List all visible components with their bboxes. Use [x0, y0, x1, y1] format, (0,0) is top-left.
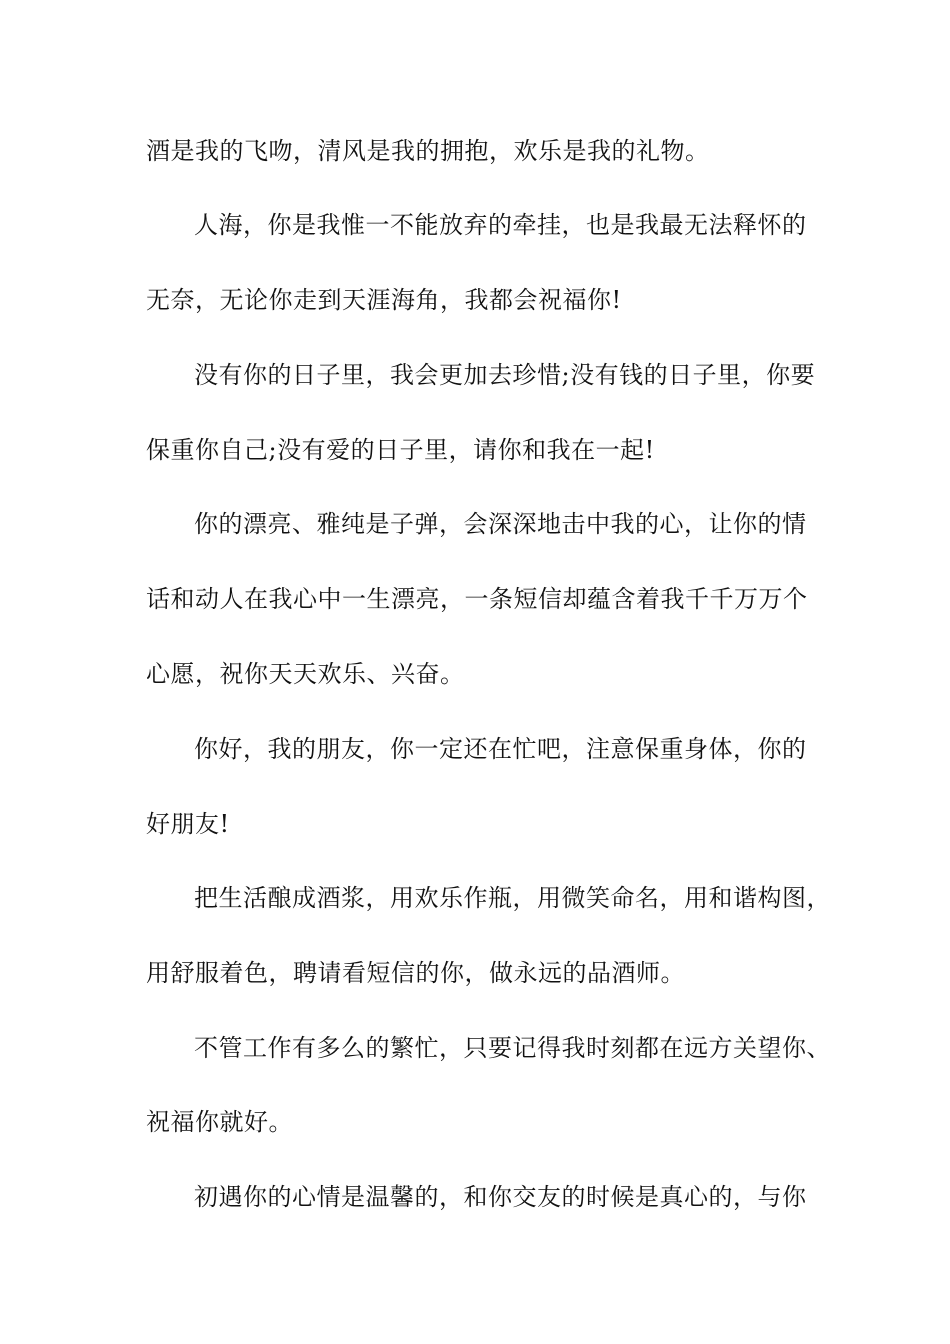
text-line-2: 人海，你是我惟一不能放弃的牵挂，也是我最无法释怀的	[194, 211, 807, 239]
text-line-10: 好朋友!	[146, 810, 230, 838]
text-line-9: 你好，我的朋友，你一定还在忙吧，注意保重身体，你的	[194, 735, 807, 763]
text-line-11: 把生活酿成酒浆，用欢乐作瓶，用微笑命名，用和谐构图，	[194, 884, 831, 912]
text-line-12: 用舒服着色，聘请看短信的你，做永远的品酒师。	[146, 959, 685, 987]
text-line-5: 保重你自己;没有爱的日子里，请你和我在一起!	[146, 436, 655, 464]
text-line-4: 没有你的日子里，我会更加去珍惜;没有钱的日子里，你要	[194, 361, 816, 389]
text-line-6: 你的漂亮、雅纯是子弹，会深深地击中我的心，让你的情	[194, 510, 807, 538]
text-line-1: 酒是我的飞吻，清风是我的拥抱，欢乐是我的礼物。	[146, 137, 710, 165]
text-line-13: 不管工作有多么的繁忙，只要记得我时刻都在远方关望你、	[194, 1034, 831, 1062]
text-line-7: 话和动人在我心中一生漂亮，一条短信却蕴含着我千千万万个	[146, 585, 808, 613]
text-line-14: 祝福你就好。	[146, 1108, 293, 1136]
text-line-8: 心愿，祝你天天欢乐、兴奋。	[146, 660, 465, 688]
text-line-3: 无奈，无论你走到天涯海角，我都会祝福你!	[146, 286, 622, 314]
text-line-15: 初遇你的心情是温馨的，和你交友的时候是真心的，与你	[194, 1183, 807, 1211]
